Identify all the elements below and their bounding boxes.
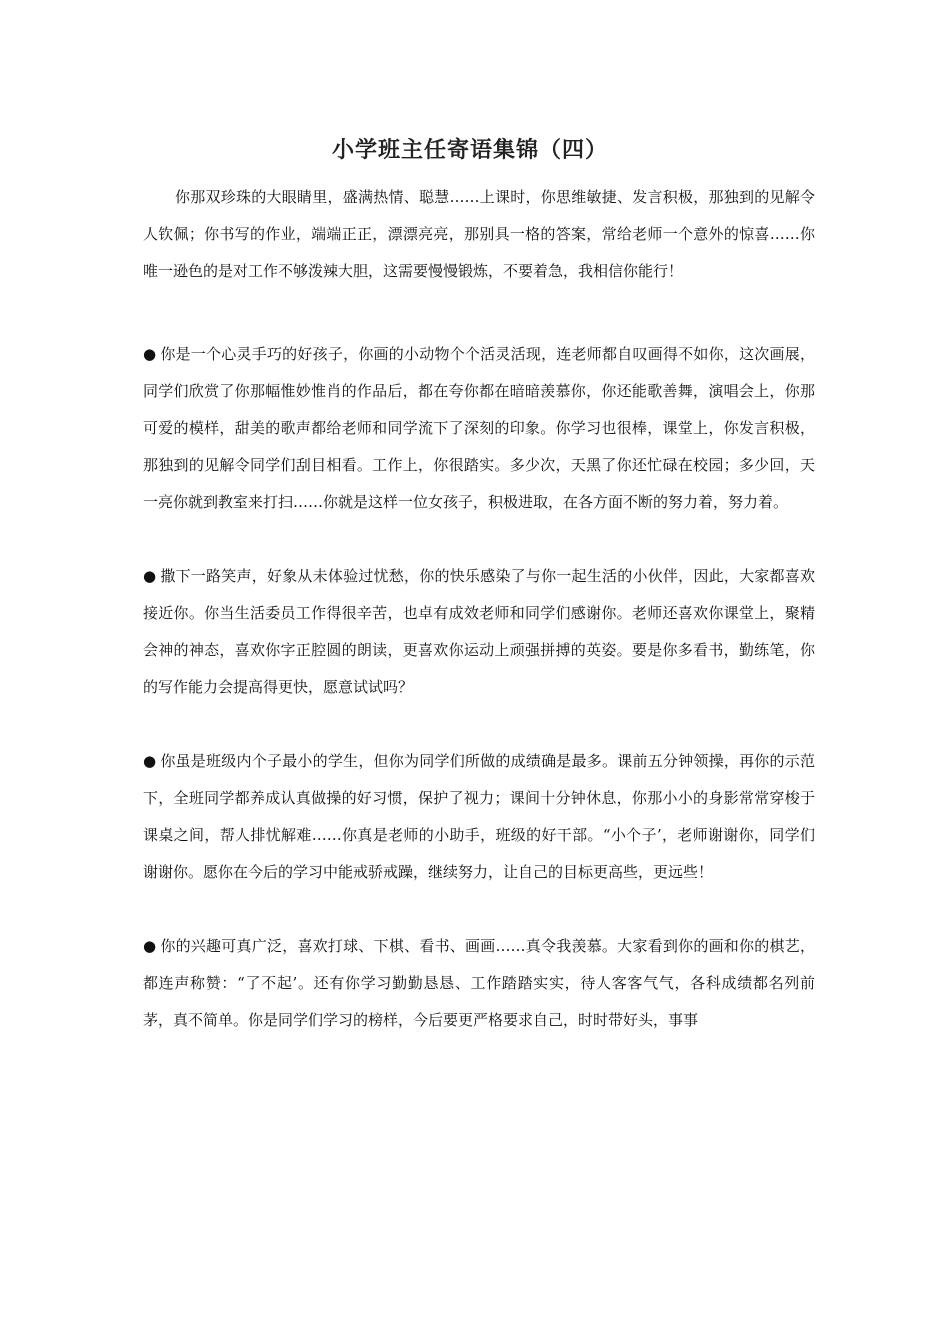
bullet-icon: ● <box>143 345 157 363</box>
paragraph-gap <box>143 290 815 336</box>
entry-paragraph-2 <box>143 558 815 706</box>
entry-text-1: 你是一个心灵手巧的好孩子，你画的小动物个个活灵活现，连老师都自叹画得不如你，这次画展，同学们欣赏了你那幅惟妙惟肖的作品后，都在夸你都在暗暗羡慕你，你还能歌善舞，演唱会上，你那可爱的模样，甜美的歌声都给老师和同学流下了深刻的印象。你学习也很棒，课堂上，你发言积极，那独到的见解令同学们刮目相看。工作上，你很踏实。多少次，天黑了你还忙碌在校园；多少回，天一亮你就到教室来打扫……你就是这样一位女孩子，积极进取，在各方面不断的努力着，努力着。 <box>143 345 815 511</box>
entry-paragraph-1 <box>143 336 815 521</box>
document-title: 小学班主任寄语集锦（四） <box>331 137 608 163</box>
entry-paragraph-3 <box>143 743 815 891</box>
paragraph-gap <box>143 706 815 743</box>
entry-text-3: 你虽是班级内个子最小的学生，但你为同学们所做的成绩确是最多。课前五分钟领操，再你的示范下，全班同学都养成认真做操的好习惯，保护了视力；课间十分钟休息，你那小小的身影常常穿梭于课桌之间，帮人排忧解难……你真是老师的小助手，班级的好干部。“小个子’，老师谢谢你，同学们谢谢你。愿你在今后的学习中能戒骄戒躁，继续努力，让自己的目标更高些，更远些！ <box>143 752 815 881</box>
bullet-icon: ● <box>143 937 157 955</box>
entry-text-2: 撒下一路笑声，好象从未体验过忧愁，你的快乐感染了与你一起生活的小伙伴，因此，大家都喜欢接近你。你当生活委员工作得很辛苦，也卓有成效老师和同学们感谢你。老师还喜欢你课堂上，聚精会神的神态，喜欢你字正腔圆的朗读，更喜欢你运动上顽强拼搏的英姿。要是你多看书，勤练笔，你的写作能力会提高得更快，愿意试试吗？ <box>143 567 815 696</box>
paragraph-gap <box>143 521 815 558</box>
bullet-icon: ● <box>143 567 157 585</box>
bullet-icon: ● <box>143 752 157 770</box>
paragraph-gap <box>143 891 815 928</box>
document-body <box>143 179 815 1039</box>
intro-paragraph: 你那双珍珠的大眼睛里，盛满热情、聪慧……上课时，你思维敏捷、发言积极，那独到的见解令人钦佩；你书写的作业，端端正正，漂漂亮亮，那别具一格的答案，常给老师一个意外的惊喜……你唯一逊色的是对工作不够泼辣大胆，这需要慢慢锻炼，不要着急，我相信你能行！ <box>143 188 815 280</box>
entry-paragraph-4 <box>143 928 815 1039</box>
entry-text-4: 你的兴趣可真广泛，喜欢打球、下棋、看书、画画……真令我羡慕。大家看到你的画和你的棋艺，都连声称赞：“了不起’。还有你学习勤勤恳恳、工作踏踏实实，待人客客气气，各科成绩都名列前茅，真不简单。你是同学们学习的榜样，今后要更严格要求自己，时时带好头，事事 <box>143 937 815 1029</box>
